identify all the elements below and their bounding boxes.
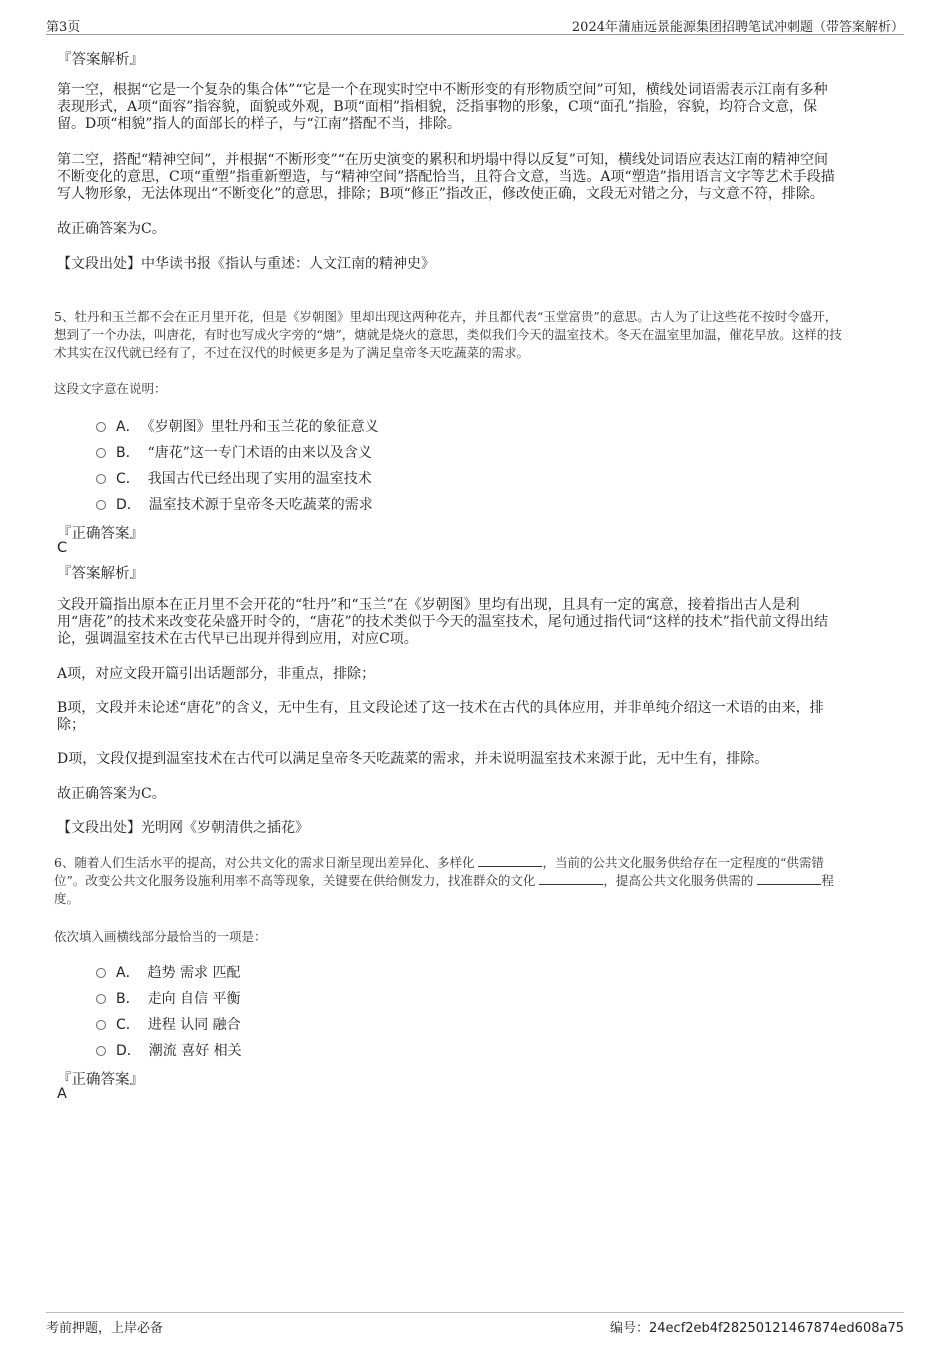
page-footer (46, 1312, 904, 1337)
q5-conclusion: 故正确答案为C。 (57, 786, 166, 802)
blank-2 (539, 872, 603, 885)
q5-analysis-a: A项，对应文段开篇引出话题部分，非重点，排除； (57, 666, 376, 682)
q5-source: 【文段出处】光明网《岁朝清供之插花》 (57, 820, 309, 836)
radio-icon[interactable] (96, 474, 106, 484)
q6-option-b[interactable]: B． 走向 自信 平衡 (96, 988, 241, 1006)
radio-icon[interactable] (96, 448, 106, 458)
q5-option-b[interactable]: B． “唐花”这一专门术语的由来以及含义 (96, 442, 372, 460)
radio-icon[interactable] (96, 500, 106, 510)
q5-analysis-label: 『答案解析』 (57, 566, 144, 582)
q6-option-c[interactable]: C． 进程 认同 融合 (96, 1014, 241, 1032)
page-number: 第3页 (46, 20, 81, 35)
q5-option-a[interactable]: A． 《岁朝图》里牡丹和玉兰花的象征意义 (96, 416, 379, 434)
q4-analysis-label: 『答案解析』 (57, 52, 144, 68)
radio-icon[interactable] (96, 994, 106, 1004)
footer-slogan: 考前押题，上岸必备 (46, 1321, 164, 1336)
q5-analysis-b: B项，文段并未论述“唐花”的含义，无中生有，且文段论述了这一技术在古代的具体应用，并非单纯介绍这一术语的由来，排 除； (57, 700, 824, 733)
radio-icon[interactable] (96, 1046, 106, 1056)
radio-icon[interactable] (96, 968, 106, 978)
q5-analysis-paragraph-1: 文段开篇指出原本在正月里不会开花的“牡丹”和“玉兰”在《岁朝图》里均有出现，且具有一定的寓意，接着指出古人是利 用“唐花”的技术来改变花朵盛开时令的，“唐花”的技术类似于今天的温室技术，尾句通过指代词“这样的技术”指代前文得出结 论，强调温室技术在古代早已出现并得到应用，对应C项。 (57, 597, 828, 647)
q6-prompt: 依次填入画横线部分最恰当的一项是： (54, 929, 267, 944)
page-header (46, 14, 904, 35)
q5-correct-label: 『正确答案』 (57, 526, 144, 542)
q5-correct-answer: C (57, 540, 68, 556)
q6-option-a[interactable]: A． 趋势 需求 匹配 (96, 962, 240, 980)
q6-option-d[interactable]: D． 潮流 喜好 相关 (96, 1040, 242, 1058)
blank-1 (478, 854, 542, 867)
q6-stem: 6、随着人们生活水平的提高，对公共文化的需求日渐呈现出差异化、多样化 ，当前的公共文化服务供给存在一定程度的“供需错 位”。改变公共文化服务设施利用率不高等现象，关键要在供给侧发力，找准群众的文化 ，提高公共文化服务供需的 程 度。 (54, 855, 834, 906)
q6-correct-answer: A (57, 1086, 67, 1102)
radio-icon[interactable] (96, 1020, 106, 1030)
q4-source: 【文段出处】中华读书报《指认与重述：人文江南的精神史》 (57, 256, 435, 272)
q5-analysis-d: D项，文段仅提到温室技术在古代可以满足皇帝冬天吃蔬菜的需求，并未说明温室技术来源于此，无中生有，排除。 (57, 751, 769, 767)
q6-correct-label: 『正确答案』 (57, 1072, 144, 1088)
q5-prompt: 这段文字意在说明： (54, 381, 167, 396)
q4-analysis-paragraph-2: 第二空，搭配“精神空间”，并根据“不断形变”“在历史演变的累积和坍塌中得以反复”可知，横线处词语应表达江南的精神空间 不断变化的意思，C项“重塑”指重新塑造，与“精神空间”搭配恰当，且符合文意，当选。A项“塑造”指用语言文字等艺术手段描 写人物形象，无法体现出“不断变化”的意思，排除；B项“修正”指改正，修改使正确，文段无对错之分，与文意不符，排除。 (57, 152, 835, 202)
radio-icon[interactable] (96, 422, 106, 432)
q4-conclusion: 故正确答案为C。 (57, 221, 166, 237)
q5-option-c[interactable]: C． 我国古代已经出现了实用的温室技术 (96, 468, 372, 486)
q5-stem: 5、牡丹和玉兰都不会在正月里开花，但是《岁朝图》里却出现这两种花卉，并且都代表“玉堂富贵”的意思。古人为了让这些花不按时令盛开， 想到了一个办法，叫唐花，有时也写成火字旁的“煻”，煻就是烧火的意思，类似我们今天的温室技术。冬天在温室里加温，催花早放。这样的技 术其实在汉代就已经有了，不过在汉代的时候更多是为了满足皇帝冬天吃蔬菜的需求。 (54, 309, 842, 360)
document-code: 编号：24ecf2eb4f28250121467874ed608a75 (609, 1321, 904, 1336)
q5-option-d[interactable]: D． 温室技术源于皇帝冬天吃蔬菜的需求 (96, 494, 373, 512)
document-title: 2024年蒲庙远景能源集团招聘笔试冲刺题（带答案解析） (571, 20, 904, 35)
q4-analysis-paragraph-1: 第一空，根据“它是一个复杂的集合体”“它是一个在现实时空中不断形变的有形物质空间”可知，横线处词语需表示江南有多种 表现形式，A项“面容”指容貌，面貌或外观，B项“面相”指相貌，泛指事物的形象，C项“面孔”指脸，容貌，均符合文意，保 留。D项“相貌”指人的面部长的样子，与“江南”搭配不当，排除。 (57, 82, 828, 132)
blank-3 (757, 872, 821, 885)
